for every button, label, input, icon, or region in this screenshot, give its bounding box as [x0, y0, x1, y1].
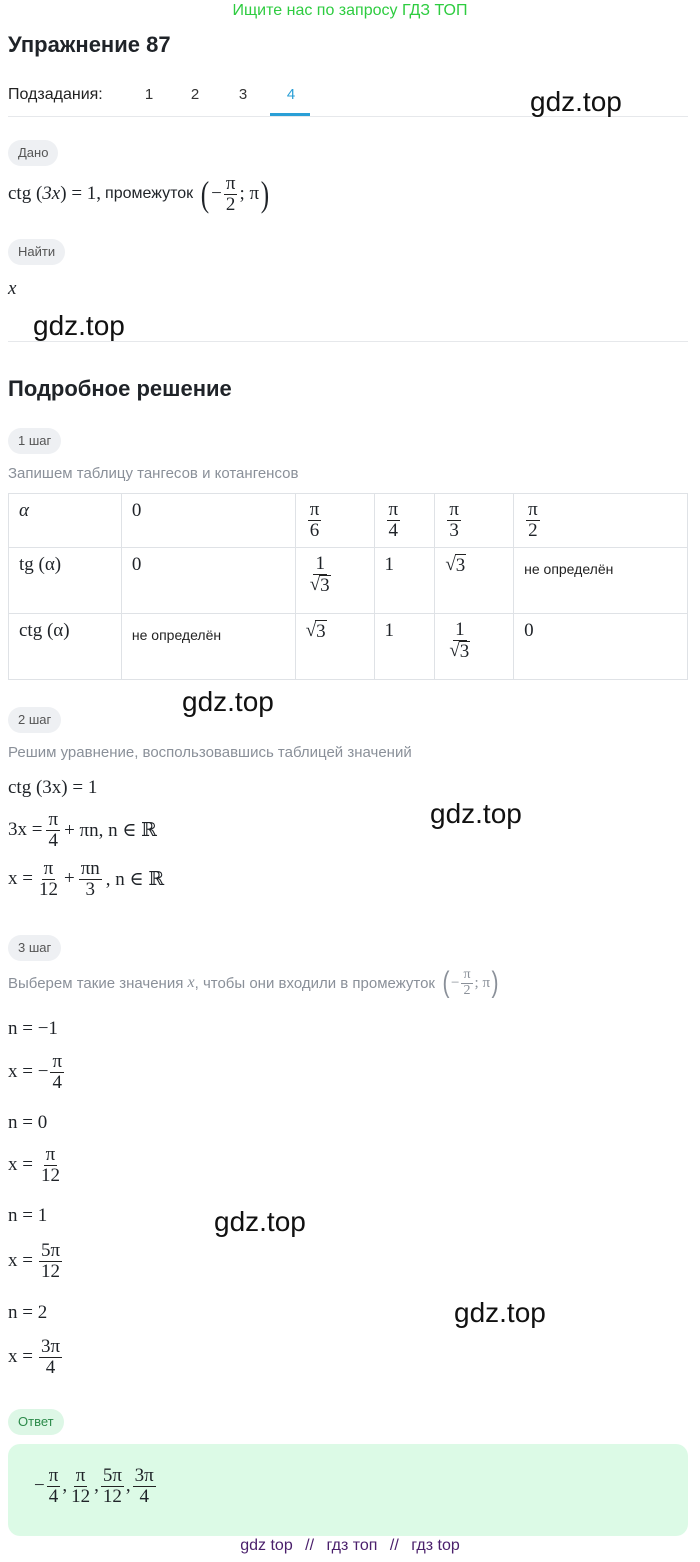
watermark: gdz.top	[33, 310, 125, 341]
watermark: gdz.top	[182, 686, 274, 717]
x-value: x = $\frac{3\pi}{4}$	[8, 1336, 61, 1378]
n-value: n = −1	[8, 1018, 58, 1039]
footer-link[interactable]: гдз топ	[326, 1537, 378, 1554]
ctg-text: ctg	[8, 183, 32, 205]
n-value: n = 2	[8, 1302, 48, 1323]
step2-pill: 2 шаг	[8, 707, 61, 733]
given-arg: 3x	[42, 183, 61, 205]
table-cell: 0	[121, 547, 295, 613]
interval-word: промежуток	[105, 185, 194, 203]
table-cell: tg (α)	[9, 547, 122, 613]
x-value: x = − $\frac{\pi}{4}$	[8, 1051, 63, 1093]
given-eq: = 1,	[71, 183, 102, 205]
find-variable: x	[8, 278, 17, 299]
footer-link[interactable]: gdz top	[240, 1537, 293, 1554]
table-cell: 1 √ 3	[435, 613, 514, 679]
table-cell: 1	[374, 613, 435, 679]
find-pill: Найти	[8, 239, 65, 265]
step1-text: Запишем таблицу тангесов и котангенсов	[8, 465, 299, 482]
table-cell: $\frac{\pi}{6}$	[295, 494, 374, 548]
interval-fraction: $\frac{\pi}{2}$	[225, 173, 236, 215]
table-cell: $\frac{\pi}{3}$	[435, 494, 514, 548]
x-value: x = $\frac{5\pi}{12}$	[8, 1240, 61, 1282]
subtasks-label: Подзадания:	[8, 86, 103, 103]
page-title: Упражнение 87	[8, 32, 171, 57]
step1-pill: 1 шаг	[8, 428, 61, 454]
answer-pill: Ответ	[8, 1409, 64, 1435]
footer-links: gdz top // гдз топ // гдз top	[240, 1537, 460, 1554]
watermark: gdz.top	[530, 86, 622, 117]
subtask-tab-1[interactable]: 1	[144, 86, 154, 103]
search-banner: Ищите нас по запросу ГДЗ ТОП	[232, 2, 468, 19]
step2-line2: 3x = $\frac{\pi}{4}$ + πn, n ∈ ℝ	[8, 809, 157, 851]
table-row	[9, 547, 688, 613]
active-tab-indicator	[270, 113, 310, 116]
subtask-tab-4[interactable]: 4	[286, 86, 296, 103]
step3-pill: 3 шаг	[8, 935, 61, 961]
answer-expression: − $\frac{\pi}{4}$ , $\frac{\pi}{12}$ , $\frac{5\pi}{12}$ , $\frac{3\pi}{4}$	[34, 1465, 154, 1507]
table-row	[9, 494, 688, 548]
table-cell: α	[9, 494, 122, 548]
answer-box	[8, 1444, 688, 1536]
watermark: gdz.top	[214, 1206, 306, 1237]
section-divider	[8, 341, 688, 342]
watermark: gdz.top	[430, 798, 522, 829]
table-cell: не определён	[514, 547, 688, 613]
given-expression: ctg ( 3x ) = 1, промежуток ( − $\frac{\pi}{2}$ ; π )	[8, 173, 270, 215]
table-cell: √ 3	[295, 613, 374, 679]
watermark: gdz.top	[454, 1297, 546, 1328]
table-cell: 1	[374, 547, 435, 613]
table-cell: ctg (α)	[9, 613, 122, 679]
subtask-tab-2[interactable]: 2	[190, 86, 200, 103]
footer-link[interactable]: гдз top	[411, 1537, 460, 1554]
table-cell: $\frac{\pi}{2}$	[514, 494, 688, 548]
interval-end: ; π	[239, 183, 260, 205]
solution-title: Подробное решение	[8, 376, 232, 401]
interval-minus: −	[211, 183, 222, 205]
n-value: n = 1	[8, 1205, 48, 1226]
step3-text: Выберем такие значения x , чтобы они входили в промежуток ( − $\frac{\pi}{2}$ ; π )	[8, 966, 499, 1000]
step2-line3: x = $\frac{\pi}{12}$ + $\frac{\pi n}{3}$ , n ∈ ℝ	[8, 858, 165, 900]
x-value: x = $\frac{\pi}{12}$	[8, 1144, 60, 1186]
given-pill: Дано	[8, 140, 58, 166]
n-value: n = 0	[8, 1112, 48, 1133]
subtask-tab-3[interactable]: 3	[238, 86, 248, 103]
trig-table	[8, 493, 688, 680]
table-cell: 0	[514, 613, 688, 679]
table-cell: 0	[121, 494, 295, 548]
table-cell: не определён	[121, 613, 295, 679]
table-row	[9, 613, 688, 679]
table-cell: 1 √ 3	[295, 547, 374, 613]
table-cell: √ 3	[435, 547, 514, 613]
step2-text: Решим уравнение, воспользовавшись таблицей значений	[8, 744, 412, 761]
step2-line1: ctg (3x) = 1	[8, 777, 98, 798]
table-cell: $\frac{\pi}{4}$	[374, 494, 435, 548]
